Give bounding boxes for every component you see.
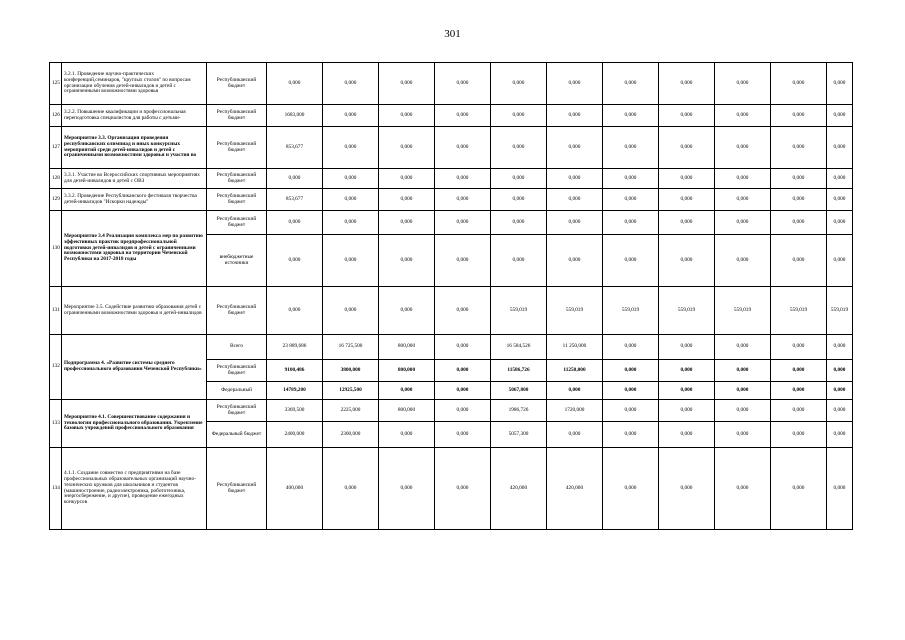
amount-cell: 0,000 [323,169,379,189]
amount-cell: 0,000 [435,287,491,335]
amount-cell: 23 889,686 [267,335,323,360]
amount-cell: 0,000 [547,169,603,189]
funding-source: Республиканский бюджет [207,189,267,211]
amount-cell: 2300,000 [323,422,379,448]
activity-name: 3.2.2. Повышение квалификации и профессиональная переподготовка специалистов для работы с детьми- [62,105,207,127]
amount-cell: 420,000 [491,448,547,530]
amount-cell: 0,000 [771,360,827,382]
table-row [50,211,853,235]
amount-cell: 0,000 [547,235,603,287]
amount-cell: 0,000 [771,127,827,169]
amount-cell: 0,000 [771,400,827,422]
amount-cell: 0,000 [435,360,491,382]
amount-cell: 0,000 [379,189,435,211]
amount-cell: 0,000 [715,235,771,287]
amount-cell: 0,000 [827,400,853,422]
page-number: 301 [444,28,461,40]
amount-cell: 0,000 [771,211,827,235]
table-row [50,169,853,189]
amount-cell: 0,000 [379,382,435,400]
amount-cell: 0,000 [491,127,547,169]
amount-cell: 853,677 [267,127,323,169]
amount-cell: 0,000 [491,211,547,235]
amount-cell: 0,000 [379,169,435,189]
amount-cell: 0,000 [379,63,435,105]
amount-cell: 0,000 [603,335,659,360]
amount-cell: 0,000 [771,169,827,189]
amount-cell: 0,000 [603,235,659,287]
amount-cell: 0,000 [323,235,379,287]
amount-cell: 0,000 [827,335,853,360]
amount-cell: 0,000 [827,422,853,448]
amount-cell: 0,000 [659,235,715,287]
table-row [50,400,853,422]
amount-cell: 16 725,500 [323,335,379,360]
table-body [50,63,853,530]
amount-cell: 11586,726 [491,360,547,382]
amount-cell: 0,000 [659,105,715,127]
amount-cell: 0,000 [827,211,853,235]
amount-cell: 0,000 [715,335,771,360]
amount-cell: 0,000 [715,422,771,448]
amount-cell: 0,000 [435,211,491,235]
amount-cell: 0,000 [435,169,491,189]
amount-cell: 0,000 [603,382,659,400]
amount-cell: 0,000 [659,360,715,382]
activity-name: Мероприятие 3.4 Реализация комплекса мер по развитию эффективных практик предпрофессиональной подготовки детей-инвалидов и детей с ограниченными возможностями здоровья на территории Чеченской Республики на 2017-2018 годы [62,211,207,287]
amount-cell: 0,000 [603,105,659,127]
funding-source: Республиканский бюджет [207,127,267,169]
row-number: 130 [50,211,62,287]
amount-cell: 0,000 [603,189,659,211]
amount-cell: 0,000 [659,189,715,211]
amount-cell: 0,000 [715,63,771,105]
row-number: 129 [50,189,62,211]
amount-cell: 0,000 [771,382,827,400]
amount-cell: 3800,000 [323,360,379,382]
amount-cell: 9100,486 [267,360,323,382]
amount-cell: 0,000 [491,169,547,189]
table-row [50,63,853,105]
amount-cell: 0,000 [547,63,603,105]
budget-table [49,62,853,530]
amount-cell: 0,000 [771,335,827,360]
amount-cell: 12925,500 [323,382,379,400]
amount-cell: 0,000 [435,335,491,360]
activity-name: Мероприятие 3.5. Содействие развитию образования детей с ограниченными возможностями здоровья и детей-инвалидов [62,287,207,335]
amount-cell: 11250,000 [547,360,603,382]
funding-source: Республиканский бюджет [207,211,267,235]
amount-cell: 0,000 [323,211,379,235]
funding-source: Федеральный [207,382,267,400]
amount-cell: 5057,300 [491,422,547,448]
amount-cell: 0,000 [659,422,715,448]
amount-cell: 0,000 [715,211,771,235]
amount-cell: 2400,000 [267,422,323,448]
amount-cell: 0,000 [659,382,715,400]
amount-cell: 0,000 [379,287,435,335]
amount-cell: 0,000 [827,169,853,189]
amount-cell: 800,000 [379,400,435,422]
amount-cell: 0,000 [267,63,323,105]
amount-cell: 0,000 [827,360,853,382]
amount-cell: 0,000 [827,448,853,530]
amount-cell: 0,000 [547,422,603,448]
amount-cell: 0,000 [603,422,659,448]
amount-cell: 0,000 [715,169,771,189]
amount-cell: 0,000 [267,287,323,335]
activity-name: 3.3.1. Участие во Всероссийских спортивных мероприятиях для детей-инвалидов и детей с ОВЗ [62,169,207,189]
amount-cell: 0,000 [435,127,491,169]
row-number: 134 [50,448,62,530]
amount-cell: 0,000 [547,382,603,400]
amount-cell: 0,000 [491,105,547,127]
amount-cell: 800,000 [379,335,435,360]
row-number: 131 [50,287,62,335]
amount-cell: 0,000 [547,211,603,235]
amount-cell: 559,019 [491,287,547,335]
amount-cell: 0,000 [771,448,827,530]
funding-source: Республиканский бюджет [207,448,267,530]
amount-cell: 0,000 [603,448,659,530]
amount-cell: 0,000 [715,400,771,422]
amount-cell: 0,000 [267,169,323,189]
amount-cell: 0,000 [659,211,715,235]
amount-cell: 1720,000 [547,400,603,422]
amount-cell: 0,000 [771,422,827,448]
amount-cell: 0,000 [323,127,379,169]
amount-cell: 1683,000 [267,105,323,127]
amount-cell: 0,000 [771,63,827,105]
amount-cell: 0,000 [491,189,547,211]
funding-source: Республиканский бюджет [207,63,267,105]
amount-cell: 0,000 [603,211,659,235]
amount-cell: 0,000 [827,105,853,127]
amount-cell: 0,000 [771,235,827,287]
amount-cell: 0,000 [435,422,491,448]
amount-cell: 0,000 [435,63,491,105]
row-number: 128 [50,169,62,189]
activity-name: Подпрограмма 4. «Развитие системы среднего профессионального образования Чеченской Республики» [62,335,207,400]
activity-name: Мероприятие 4.1. Совершенствование содержания и технологии профессионального образования. Укрепление базовых учреждений профессионального образования [62,400,207,448]
amount-cell: 0,000 [379,105,435,127]
funding-source: Республиканский бюджет [207,105,267,127]
amount-cell: 0,000 [491,235,547,287]
amount-cell: 0,000 [715,360,771,382]
amount-cell: 0,000 [659,400,715,422]
amount-cell: 0,000 [827,235,853,287]
amount-cell: 0,000 [827,189,853,211]
amount-cell: 2225,000 [323,400,379,422]
amount-cell: 0,000 [659,169,715,189]
amount-cell: 559,019 [715,287,771,335]
amount-cell: 0,000 [715,105,771,127]
funding-source: Республиканский бюджет [207,400,267,422]
amount-cell: 0,000 [323,448,379,530]
amount-cell: 0,000 [603,400,659,422]
row-number: 127 [50,127,62,169]
amount-cell: 0,000 [323,105,379,127]
amount-cell: 3369,500 [267,400,323,422]
amount-cell: 0,000 [659,63,715,105]
amount-cell: 853,677 [267,189,323,211]
amount-cell: 0,000 [827,63,853,105]
funding-source: внебюджетные источники [207,235,267,287]
activity-name: 3.3.2. Проведение Республиканского фестиваля творчества детей-инвалидов "Искорки надежды" [62,189,207,211]
amount-cell: 559,019 [603,287,659,335]
amount-cell: 0,000 [603,63,659,105]
amount-cell: 0,000 [715,127,771,169]
amount-cell: 0,000 [659,448,715,530]
amount-cell: 0,000 [603,169,659,189]
amount-cell: 0,000 [659,127,715,169]
activity-name: Мероприятие 3.3. Организация проведения республиканских олимпиад и иных конкурсных мероприятий среди детей-инвалидов и детей с ограниченными возможностями здоровья и участия во [62,127,207,169]
amount-cell: 0,000 [435,448,491,530]
amount-cell: 0,000 [323,287,379,335]
funding-source: Республиканский бюджет [207,287,267,335]
amount-cell: 0,000 [435,382,491,400]
amount-cell: 559,019 [771,287,827,335]
funding-source: Республиканский бюджет [207,360,267,382]
table-row [50,287,853,335]
amount-cell: 0,000 [435,400,491,422]
amount-cell: 0,000 [323,189,379,211]
amount-cell: 0,000 [435,189,491,211]
amount-cell: 800,000 [379,360,435,382]
amount-cell: 420,000 [547,448,603,530]
amount-cell: 0,000 [379,422,435,448]
amount-cell: 400,000 [267,448,323,530]
amount-cell: 0,000 [603,127,659,169]
amount-cell: 559,019 [659,287,715,335]
row-number: 125 [50,63,62,105]
amount-cell: 0,000 [715,189,771,211]
amount-cell: 559,019 [827,287,853,335]
amount-cell: 16 584,526 [491,335,547,360]
table-row [50,448,853,530]
table-row [50,335,853,360]
amount-cell: 0,000 [379,211,435,235]
amount-cell: 0,000 [379,127,435,169]
amount-cell: 0,000 [827,127,853,169]
amount-cell: 0,000 [771,105,827,127]
amount-cell: 11 250,000 [547,335,603,360]
row-number: 133 [50,400,62,448]
amount-cell: 0,000 [827,382,853,400]
amount-cell: 0,000 [715,382,771,400]
amount-cell: 0,000 [267,211,323,235]
amount-cell: 1986,726 [491,400,547,422]
amount-cell: 0,000 [547,189,603,211]
amount-cell: 0,000 [491,63,547,105]
amount-cell: 0,000 [435,105,491,127]
activity-name: 3.2.1. Проведение научно-практических конференций,семинаров, "круглых столов" по вопросам организации обучения детей-инвалидов и детей с ограниченными возможностями здоровья [62,63,207,105]
amount-cell: 0,000 [659,335,715,360]
table-row [50,127,853,169]
amount-cell: 0,000 [379,235,435,287]
amount-cell: 5067,800 [491,382,547,400]
amount-cell: 0,000 [603,360,659,382]
amount-cell: 0,000 [323,63,379,105]
funding-source: Республиканский бюджет [207,169,267,189]
amount-cell: 0,000 [715,448,771,530]
amount-cell: 0,000 [435,235,491,287]
funding-source: Всего [207,335,267,360]
funding-source: Федеральный бюджет [207,422,267,448]
amount-cell: 0,000 [547,127,603,169]
amount-cell: 0,000 [267,235,323,287]
activity-name: 4.1.1. Создание совместно с предприятиями на базе профессиональных образовательных организаций научно-технических кружков для школьников и студентов (машиностроение, радиоэлектроника, робототехника, энергосбережение, и другие), проведение ежегодных конкурсов [62,448,207,530]
amount-cell: 0,000 [771,189,827,211]
amount-cell: 14789,200 [267,382,323,400]
amount-cell: 0,000 [547,105,603,127]
amount-cell: 559,019 [547,287,603,335]
amount-cell: 0,000 [379,448,435,530]
row-number: 126 [50,105,62,127]
table-row [50,189,853,211]
table-row [50,105,853,127]
row-number: 132 [50,335,62,400]
